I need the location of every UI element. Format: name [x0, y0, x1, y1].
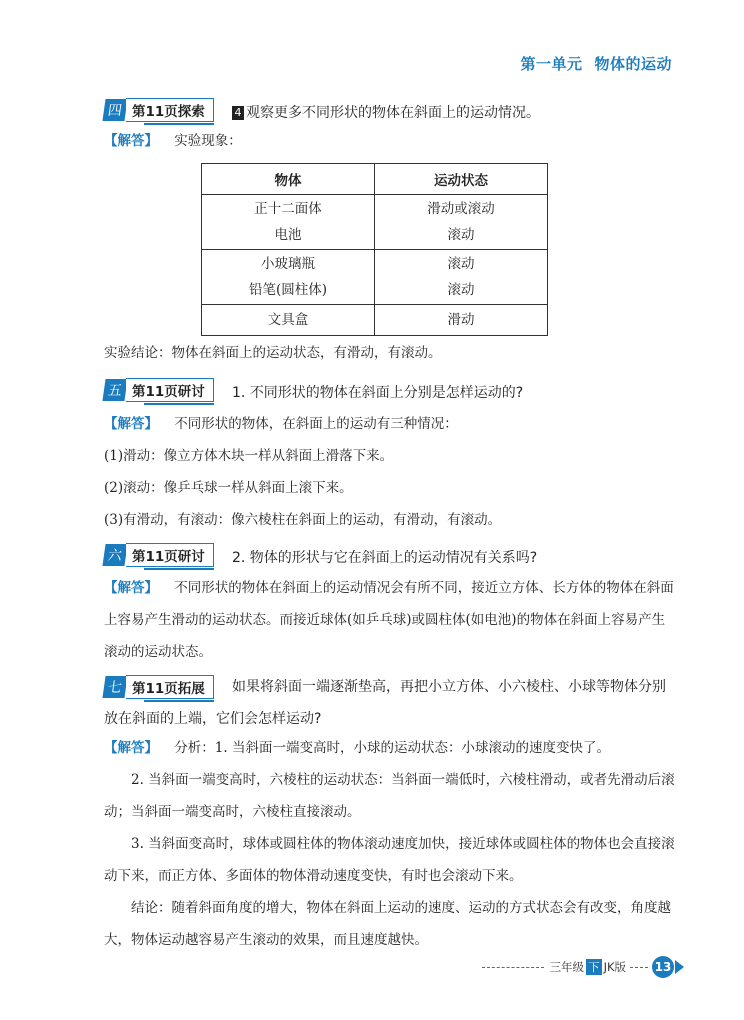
answer-label: 【解答】	[104, 580, 158, 596]
observation-table	[201, 163, 548, 336]
table-header-row	[202, 164, 548, 195]
footer-rule	[630, 967, 648, 968]
column-header: 运动状态	[375, 164, 548, 195]
section-tag: 第11页探索	[126, 98, 214, 122]
chapter-header	[520, 53, 672, 74]
table-cell: 小玻璃瓶 铅笔(圆柱体)	[202, 250, 375, 305]
section-7-question: 如果将斜面一端逐渐垫高，再把小立方体、小六棱柱、小球等物体分别放在斜面的上端，它们会怎样运动?	[104, 679, 666, 727]
answer-label: 【解答】	[104, 740, 158, 756]
section-4-heading	[104, 98, 214, 122]
section-4-question: 4 观察更多不同形状的物体在斜面上的运动情况。	[232, 102, 540, 122]
answer-label: 【解答】	[104, 133, 158, 149]
section-number: 五	[102, 379, 127, 401]
analysis-3: 3. 当斜面变高时，球体或圆柱体的物体滚动速度加快，接近球体或圆柱体的物体也会直接滚动下来，而正方体、多面体的物体滑动速度变快，有时也会滚动下来。	[104, 836, 675, 884]
section-4-answer	[104, 131, 242, 151]
section-5-heading	[104, 378, 214, 402]
section-6-answer: 【解答】 不同形状的物体在斜面上的运动情况会有所不同，接近立方体、长方体的物体在斜面上容易产生滑动的运动状态。而接近球体(如乒乓球)或圆柱体(如电池)的物体在斜面上容易产生滚动的运动状态。	[104, 580, 674, 660]
table-cell: 滑动或滚动 滚动	[375, 195, 548, 250]
section-6-heading	[104, 543, 214, 567]
section-tag: 第11页研讨	[126, 378, 214, 402]
section-5-answer: 【解答】 不同形状的物体，在斜面上的运动有三种情况：	[104, 416, 458, 432]
table-cell: 文具盒	[202, 305, 375, 336]
section-4-conclusion: 实验结论：物体在斜面上的运动状态，有滑动，有滚动。	[104, 345, 442, 361]
table-row	[202, 250, 548, 305]
table-cell: 正十二面体 电池	[202, 195, 375, 250]
section-tag: 第11页研讨	[126, 543, 214, 567]
section-number: 四	[102, 99, 127, 121]
chapter-title: 物体的运动	[594, 55, 672, 73]
list-item: (1)滑动：像立方体木块一样从斜面上滑落下来。	[104, 448, 394, 464]
unit-label: 第一单元	[520, 55, 583, 73]
edition-label: JK版	[603, 960, 626, 974]
question-number-box: 4	[232, 106, 244, 120]
answer-label: 【解答】	[104, 416, 158, 432]
section-number: 六	[102, 544, 127, 566]
page-footer	[482, 956, 684, 978]
section-6-question: 2. 物体的形状与它在斜面上的运动情况有关系吗?	[232, 550, 538, 566]
arrow-icon	[675, 960, 684, 974]
analysis-1: 【解答】 分析：1. 当斜面一端变高时，小球的运动状态：小球滚动的速度变快了。	[104, 740, 610, 756]
list-item: (2)滚动：像乒乓球一样从斜面上滚下来。	[104, 480, 353, 496]
section-5-question: 1. 不同形状的物体在斜面上分别是怎样运动的?	[232, 385, 524, 401]
table-row	[202, 305, 548, 336]
table-cell: 滑动	[375, 305, 548, 336]
answer-intro: 实验现象：	[174, 133, 242, 149]
term-badge: 下	[588, 960, 600, 974]
final-conclusion: 结论：随着斜面角度的增大，物体在斜面上运动的速度、运动的方式状态会有改变，角度越大，物体运动越容易产生滚动的效果，而且速度越快。	[104, 900, 671, 948]
list-item: (3)有滑动，有滚动：像六棱柱在斜面上的运动，有滑动，有滚动。	[104, 512, 502, 528]
analysis-2: 2. 当斜面一端变高时，六棱柱的运动状态：当斜面一端低时，六棱柱滑动，或者先滑动后滚动；当斜面一端变高时，六棱柱直接滚动。	[104, 772, 675, 820]
table-cell: 滚动 滚动	[375, 250, 548, 305]
column-header: 物体	[202, 164, 375, 195]
grade-label: 三年级	[549, 960, 585, 974]
section-number: 七	[102, 676, 127, 698]
section-7-answer	[104, 732, 676, 956]
footer-rule	[482, 967, 544, 968]
table-row	[202, 195, 548, 250]
section-tag: 第11页拓展	[126, 675, 214, 699]
page-number: 13	[652, 956, 674, 978]
